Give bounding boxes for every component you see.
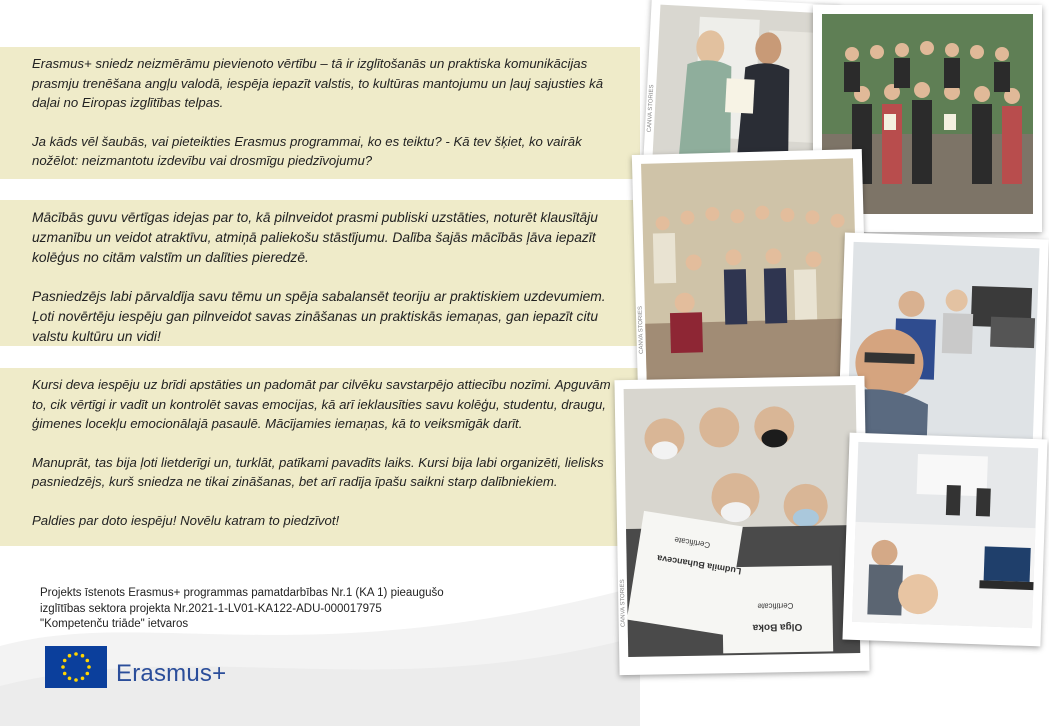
- testimonial-2: [32, 208, 622, 347]
- testimonial-2-paragraph-2: Pasniedzējs labi pārvaldīja savu tēmu un spēja sabalansēt teoriju ar praktiskiem uzdevumiem. Ļoti novērtēju iespēju gan pilnveidot savas zināšanas un praktiskās iemaņas, gan iepazīt citu valstu kultūru un vidi!: [32, 289, 606, 344]
- testimonial-1-paragraph-1: Erasmus+ sniedz neizmērāmu pievienoto vērtību – tā ir izglītošanās un praktiska komunikācijas prasmju trenēšana angļu valodā, iespēja iepazīt valstis, to kultūras mantojumu un ļauj sajusties kā daļai no Eiropas izglītības telpas.: [32, 56, 604, 110]
- photo-stamp: CANVA STORIES: [646, 84, 656, 133]
- testimonial-1: [32, 54, 622, 171]
- eu-flag-logo: [45, 646, 107, 688]
- photo-stamp-3: CANVA STORIES: [619, 579, 627, 628]
- photo-group-room: [632, 149, 868, 402]
- project-footer-line-2: izglītības sektora projekta Nr.2021-1-LV01-KA122-ADU-000017975: [40, 602, 382, 615]
- erasmus-wordmark: Erasmus+: [116, 660, 227, 687]
- testimonial-1-paragraph-2: Ja kāds vēl šaubās, vai pieteikties Erasmus programmai, ko es teiktu? - Kā tev šķiet, ko vairāk nožēlot: neizmantotu izdevību vai drosmīgu piedzīvojumu?: [32, 133, 582, 168]
- testimonial-3-paragraph-3: Paldies par doto iespēju! Novēlu katram to piedzīvot!: [32, 512, 340, 528]
- photo-certificates-masks: [614, 376, 869, 675]
- certificate-1-title: Certificate: [673, 535, 711, 550]
- certificate-1-name: Ludmila Buhanceva: [656, 553, 742, 577]
- testimonial-3-paragraph-1: Kursi deva iespēju uz brīdi apstāties un padomāt par cilvēku savstarpējo attiecību nozīmi. Apguvām to, cik vērtīgi ir vadīt un kontrolēt savas emocijas, kā arī ieklausīties savu kolēģu, studentu, draugu, ģimenes locekļu emocionālajā pasaulē. Mācījamies iemaņas, kā to veiksmīgāk darīt.: [32, 377, 611, 431]
- photo-classroom-laptops: [842, 433, 1047, 647]
- project-footer-line-1: Projekts īstenots Erasmus+ programmas pamatdarbības Nr.1 (KA 1) pieaugušo: [40, 587, 444, 599]
- photo-stamp-2: CANVA STORIES: [637, 305, 646, 354]
- certificate-2-title: Certificate: [757, 601, 794, 611]
- project-footer-line-3: "Kompetenču triāde" ietvaros: [40, 618, 189, 630]
- project-footer: [40, 586, 510, 633]
- testimonial-3: [32, 375, 612, 530]
- testimonial-3-paragraph-2: Manuprāt, tas bija ļoti lietderīgi un, turklāt, patīkami pavadīts laiks. Kursi bija labi organizēti, lielisks pasniedzējs, kurš sniedza ne tikai zināšanas, bet arī radīja īpašu saikni starp dalībniekiem.: [32, 454, 604, 489]
- photo-selfie-computer: [837, 233, 1049, 463]
- certificate-2-name: Olga Boka: [752, 620, 803, 633]
- eu-stars-icon: [45, 646, 107, 688]
- testimonial-2-paragraph-1: Mācībās guvu vērtīgas idejas par to, kā pilnveidot prasmi publiski uzstāties, noturēt klausītāju uzmanību un veidot atraktīvu, atmiņā paliekošu stāstījumu. Dalība šajās mācībās ļāva iepazīt kolēģus no citām valstīm un dalīties pieredzē.: [32, 210, 598, 265]
